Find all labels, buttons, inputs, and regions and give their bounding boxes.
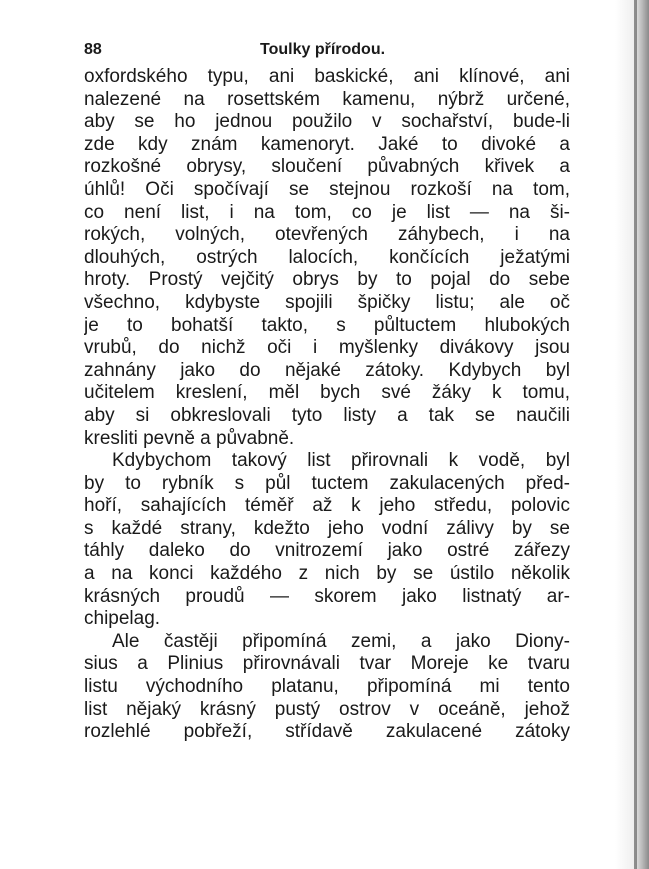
- paragraph-end-line: kresliti pevně a půvabně.: [84, 427, 295, 449]
- text-line: je to bohatší takto, s půltuctem hlubokých: [84, 314, 570, 336]
- text-line: táhly daleko do vnitrozemí jako ostré zářezy: [84, 540, 570, 562]
- text-line: vrubů, do nichž oči i myšlenky divákovy jsou: [84, 337, 570, 359]
- text-line: všechno, kdybyste spojili špičky listu; ale oč: [84, 291, 570, 313]
- running-head: [84, 41, 570, 63]
- text-line: sius a Plinius přirovnávali tvar Moreje ke tvaru: [84, 653, 570, 675]
- text-line: dlouhých, ostrých lalocích, končících ježatými: [84, 246, 570, 268]
- text-line: listu východního platanu, připomíná mi tento: [84, 676, 570, 698]
- text-line: by to rybník s půl tuctem zakulacených před-: [84, 472, 570, 494]
- text-line: s každé strany, kdežto jeho vodní zálivy by se: [84, 517, 570, 539]
- text-line: co není list, i na tom, co je list — na ši-: [84, 201, 570, 223]
- text-line: oxfordského typu, ani baskické, ani klínové, ani: [84, 66, 570, 87]
- text-line: nalezené na rosettském kamenu, nýbrž určené,: [84, 88, 570, 110]
- paragraph-start-line: Ale častěji připomíná zemi, a jako Diony-: [112, 630, 570, 652]
- paragraph-end-line: chipelag.: [84, 608, 161, 630]
- text-line: rozkošné obrysy, sloučení půvabných křivek a: [84, 156, 570, 178]
- text-line: list nějaký krásný pustý ostrov v oceáně, jehož: [84, 698, 570, 720]
- page-spine-shadow: [615, 0, 649, 869]
- text-line: hoří, sahajících téměř až k jeho středu, polovic: [84, 495, 570, 517]
- running-title: Toulky přírodou.: [260, 41, 386, 58]
- text-line: úhlů! Oči spočívají se stejnou rozkoší na tom,: [84, 178, 570, 200]
- page-spine-edge: [634, 0, 637, 869]
- text-line: rokých, volných, otevřených záhybech, i na: [84, 224, 570, 246]
- text-line: hroty. Prostý vejčitý obrys by to pojal do sebe: [84, 269, 570, 291]
- text-line: aby se ho jednou použilo v sochařství, bude-li: [84, 111, 570, 133]
- text-line: aby si obkreslovali tyto listy a tak se naučili: [84, 404, 570, 426]
- text-line: učitelem kreslení, měl bych své žáky k tomu,: [84, 382, 570, 404]
- page-number: 88: [84, 41, 102, 58]
- text-line: a na konci každého z nich by se ústilo několik: [84, 563, 570, 585]
- text-line: krásných proudů — skorem jako listnatý ar-: [84, 585, 570, 607]
- paragraph-start-line: Kdybychom takový list přirovnali k vodě, byl: [112, 450, 570, 472]
- text-line: zahnány jako do nějaké zátoky. Kdybych byl: [84, 359, 570, 381]
- body-text: [84, 66, 570, 744]
- text-line: rozlehlé pobřeží, střídavě zakulacené zátoky: [84, 721, 570, 743]
- text-line: zde kdy znám kamenoryt. Jaké to divoké a: [84, 133, 570, 155]
